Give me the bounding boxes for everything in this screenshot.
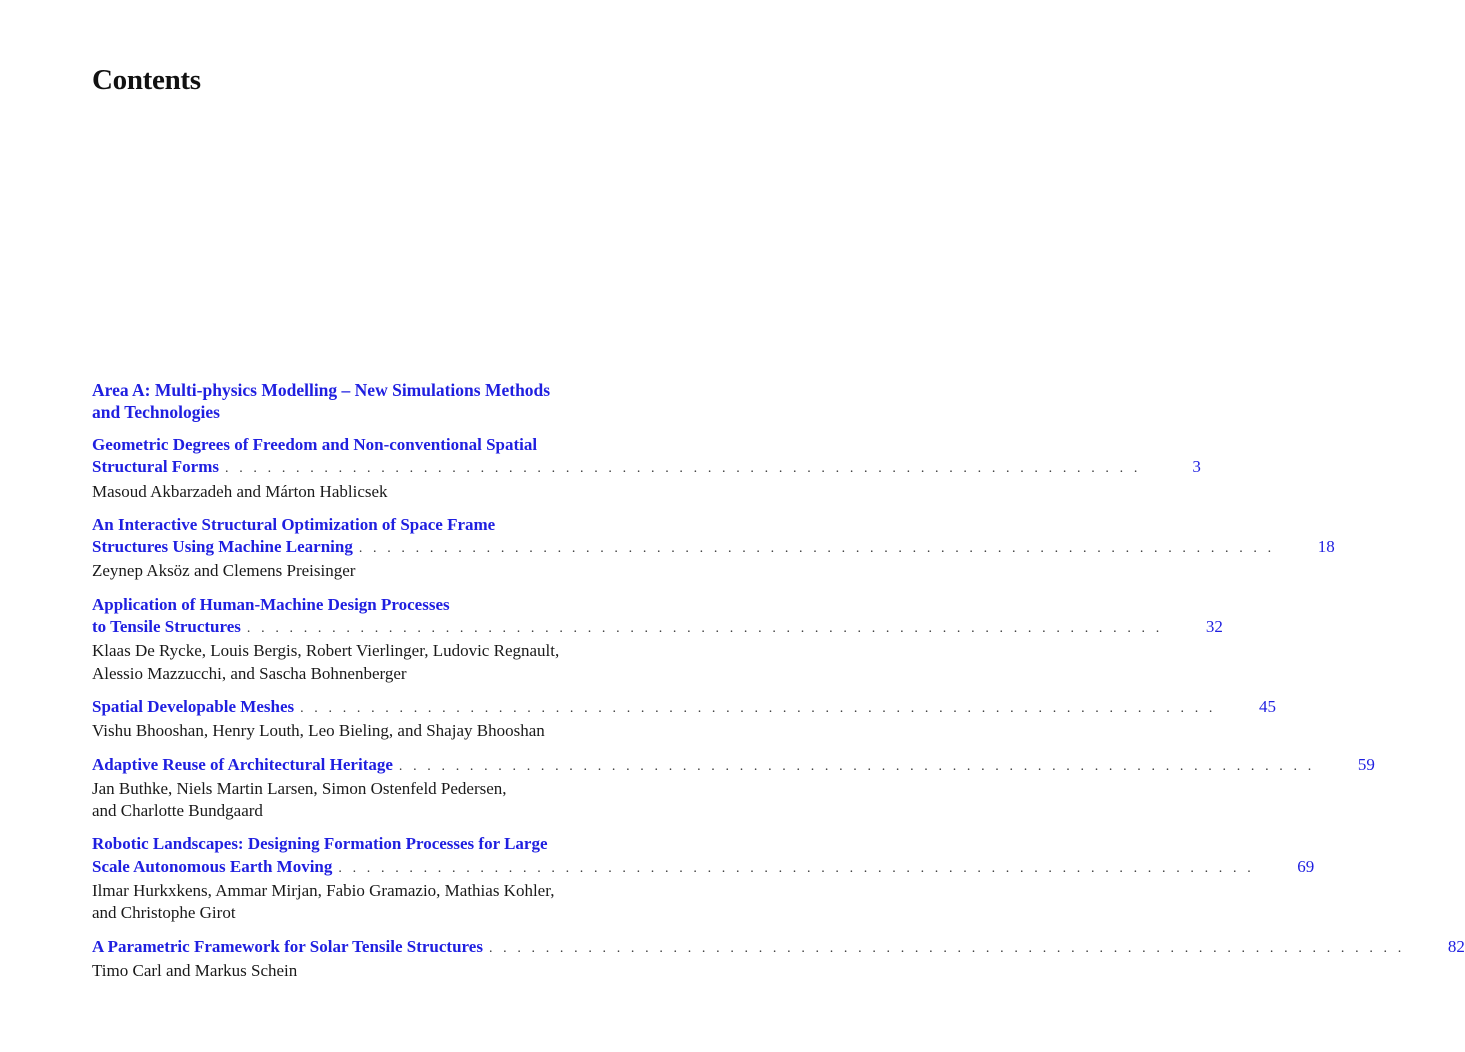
author-line: Alessio Mazzucchi, and Sascha Bohnenberger <box>92 663 407 683</box>
entry-title-text: Structures Using Machine Learning <box>92 537 353 557</box>
toc-entry[interactable] <box>92 594 1223 685</box>
entry-authors <box>92 640 708 685</box>
table-of-contents <box>92 379 1465 993</box>
entry-title-last-line <box>92 754 1375 778</box>
entry-title[interactable] <box>92 434 1201 481</box>
entry-authors <box>92 778 708 823</box>
page-number[interactable]: 45 <box>1259 696 1277 716</box>
leader-dots: . . . . . . . . . . . . . . . . . . . . . . . . . . . . . . . . . . . . . . . . . . . . . . . . . . . . . . . . . . . . . . . . . <box>300 700 1217 716</box>
author-line: Klaas De Rycke, Louis Bergis, Robert Vierlinger, Ludovic Regnault, <box>92 641 560 661</box>
entry-title-last-line <box>92 936 1465 960</box>
entry-title[interactable] <box>92 696 1277 720</box>
entry-title-text: to Tensile Structures <box>92 617 241 637</box>
entry-title-last-line <box>92 696 1277 720</box>
entry-title-last-line <box>92 856 1315 880</box>
toc-entry[interactable] <box>92 754 1375 823</box>
entry-title-text: Scale Autonomous Earth Moving <box>92 856 333 876</box>
entry-authors <box>92 880 708 925</box>
entry-title-line: Geometric Degrees of Freedom and Non-conventional Spatial <box>92 435 538 454</box>
page-number[interactable]: 82 <box>1447 936 1465 956</box>
entry-authors <box>92 481 708 503</box>
leader-dots: . . . . . . . . . . . . . . . . . . . . . . . . . . . . . . . . . . . . . . . . . . . . . . . . . . . . . . . . . . . . . . . . . <box>488 940 1405 956</box>
author-line: and Christophe Girot <box>92 903 236 923</box>
entry-title-line: An Interactive Structural Optimization of Space Frame <box>92 514 496 534</box>
entry-title-last-line <box>92 456 1201 480</box>
entry-title[interactable] <box>92 936 1465 960</box>
page-number[interactable]: 3 <box>1192 457 1201 477</box>
toc-entry[interactable] <box>92 514 1335 583</box>
toc-entries <box>92 434 1465 982</box>
leader-dots: . . . . . . . . . . . . . . . . . . . . . . . . . . . . . . . . . . . . . . . . . . . . . . . . . . . . . . . . . . . . . . . . . <box>225 461 1141 477</box>
entry-title[interactable] <box>92 754 1375 778</box>
author-line: Zeynep Aksöz and Clemens Preisinger <box>92 561 356 581</box>
entry-title[interactable] <box>92 594 1223 641</box>
entry-title-last-line <box>92 616 1223 640</box>
author-line: Vishu Bhooshan, Henry Louth, Leo Bieling, and Shajay Bhooshan <box>92 721 545 741</box>
author-line: Ilmar Hurkxkens, Ammar Mirjan, Fabio Gramazio, Mathias Kohler, <box>92 881 555 901</box>
leader-dots: . . . . . . . . . . . . . . . . . . . . . . . . . . . . . . . . . . . . . . . . . . . . . . . . . . . . . . . . . . . . . . . . . <box>358 541 1275 557</box>
toc-entry[interactable] <box>92 434 1201 503</box>
toc-entry[interactable] <box>92 833 1315 924</box>
author-line: Jan Buthke, Niels Martin Larsen, Simon Ostenfeld Pedersen, <box>92 778 507 798</box>
page-number[interactable]: 32 <box>1205 617 1223 637</box>
author-line: Masoud Akbarzadeh and Márton Hablicsek <box>92 481 388 501</box>
page-number[interactable]: 59 <box>1357 754 1375 774</box>
entry-title-text: Structural Forms <box>92 457 220 477</box>
toc-entry[interactable] <box>92 696 1277 743</box>
toc-entry[interactable] <box>92 936 1465 983</box>
leader-dots: . . . . . . . . . . . . . . . . . . . . . . . . . . . . . . . . . . . . . . . . . . . . . . . . . . . . . . . . . . . . . . . . . <box>398 758 1315 774</box>
leader-dots: . . . . . . . . . . . . . . . . . . . . . . . . . . . . . . . . . . . . . . . . . . . . . . . . . . . . . . . . . . . . . . . . . <box>246 621 1163 637</box>
area-heading[interactable] <box>92 379 708 423</box>
entry-title[interactable] <box>92 514 1335 561</box>
author-line: and Charlotte Bundgaard <box>92 801 263 821</box>
area-heading-line: and Technologies <box>92 402 220 422</box>
entry-title-text: Spatial Developable Meshes <box>92 696 295 716</box>
entry-authors <box>92 960 708 982</box>
leader-dots: . . . . . . . . . . . . . . . . . . . . . . . . . . . . . . . . . . . . . . . . . . . . . . . . . . . . . . . . . . . . . . . . . <box>338 860 1255 876</box>
page-number[interactable]: 69 <box>1297 856 1315 876</box>
entry-title[interactable] <box>92 833 1315 880</box>
page-number[interactable]: 18 <box>1317 537 1335 557</box>
area-heading-line: Area A: Multi-physics Modelling – New Simulations Methods <box>92 380 551 400</box>
page-title: Contents <box>92 64 201 96</box>
author-line: Timo Carl and Markus Schein <box>92 960 298 980</box>
entry-authors <box>92 720 708 742</box>
entry-title-line: Application of Human-Machine Design Processes <box>92 594 450 614</box>
entry-title-line: Robotic Landscapes: Designing Formation Processes for Large <box>92 834 548 854</box>
entry-title-text: A Parametric Framework for Solar Tensile Structures <box>92 936 483 956</box>
entry-authors <box>92 560 708 582</box>
entry-title-last-line <box>92 536 1335 560</box>
entry-title-text: Adaptive Reuse of Architectural Heritage <box>92 754 393 774</box>
